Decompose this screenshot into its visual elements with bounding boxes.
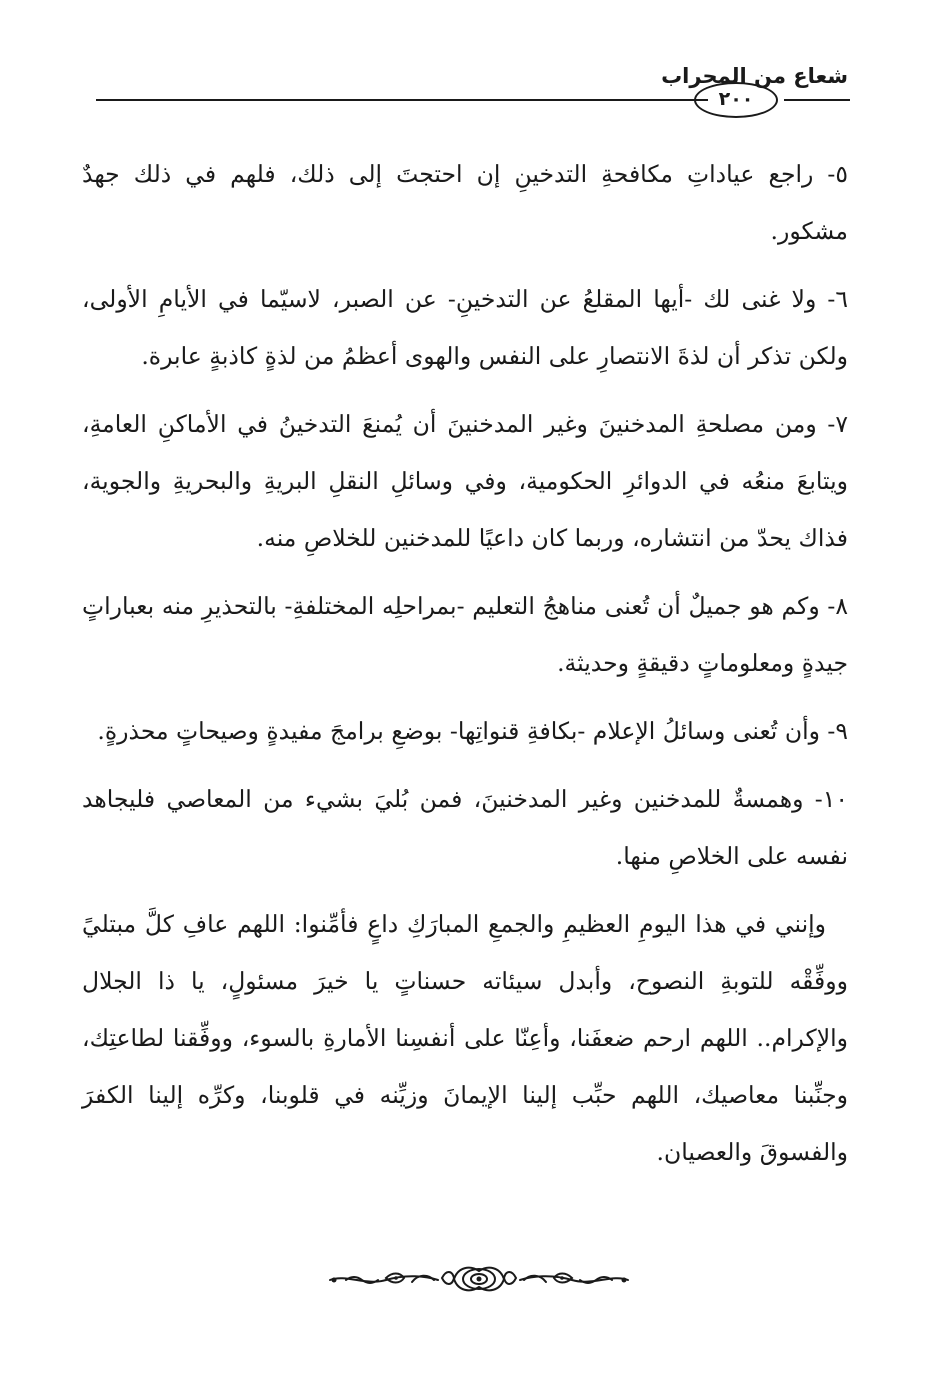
page-number: ٢٠٠ — [694, 82, 778, 118]
list-item-9: ٩- وأن تُعنى وسائلُ الإعلام -بكافةِ قنواتِها- بوضعِ برامجَ مفيدةٍ وصيحاتٍ محذرةٍ. — [97, 717, 848, 745]
decorative-divider-icon — [326, 1258, 632, 1298]
list-item-6: ٦- ولا غنى لك -أيها المقلعُ عن التدخينِ- عن الصبر، لاسيّما في الأيامِ الأولى، ولكن تذكر أن لذةَ الانتصارِ على النفس والهوى أعظمُ من لذةٍ كاذبةٍ عابرة. — [82, 285, 848, 370]
closing-prayer: وإنني في هذا اليومِ العظيمِ والجمعِ المبارَكِ داعٍ فأمِّنوا: اللهم عافِ كلَّ مبتليً ووفِّقْه للتوبةِ النصوح، وأبدل سيئاته حسناتٍ يا خيرَ مسئولٍ، يا ذا الجلال والإكرام.. اللهم ارحم ضعفَنا، وأعِنّا على أنفسِنا الأمارةِ بالسوء، ووفِّقنا لطاعتِك، وجنِّبنا معاصيك، اللهم حبِّب إلينا الإيمانَ وزيِّنه في قلوبنا، وكرِّه إلينا الكفرَ والفسوقَ والعصيان. — [82, 910, 848, 1166]
list-item-7: ٧- ومن مصلحةِ المدخنينَ وغير المدخنينَ أن يُمنعَ التدخينُ في الأماكنِ العامةِ، ويتابعَ منعُه في الدوائرِ الحكومية، وفي وسائلِ النقلِ البريةِ والبحريةِ والجوية، فذاك يحدّ من انتشاره، وربما كان داعيًا للمدخنين للخلاصِ منه. — [82, 410, 848, 552]
header-rule-right — [784, 99, 850, 101]
header-rule-left — [96, 99, 708, 101]
list-item-8: ٨- وكم هو جميلٌ أن تُعنى مناهجُ التعليم -بمراحلِه المختلفةِ- بالتحذيرِ منه بعباراتٍ جيدةٍ ومعلوماتٍ دقيقةٍ وحديثة. — [82, 592, 848, 677]
list-item-10: ١٠- وهمسةٌ للمدخنين وغير المدخنينَ، فمن بُليَ بشيء من المعاصي فليجاهد نفسه على الخلاصِ منها. — [82, 785, 848, 870]
running-title: شعاع من المحراب — [661, 64, 848, 88]
page-body — [82, 146, 848, 1192]
list-item-5: ٥- راجع عياداتِ مكافحةِ التدخينِ إن احتجتَ إلى ذلك، فلهم في ذلك جهدٌ مشكور. — [82, 160, 848, 245]
